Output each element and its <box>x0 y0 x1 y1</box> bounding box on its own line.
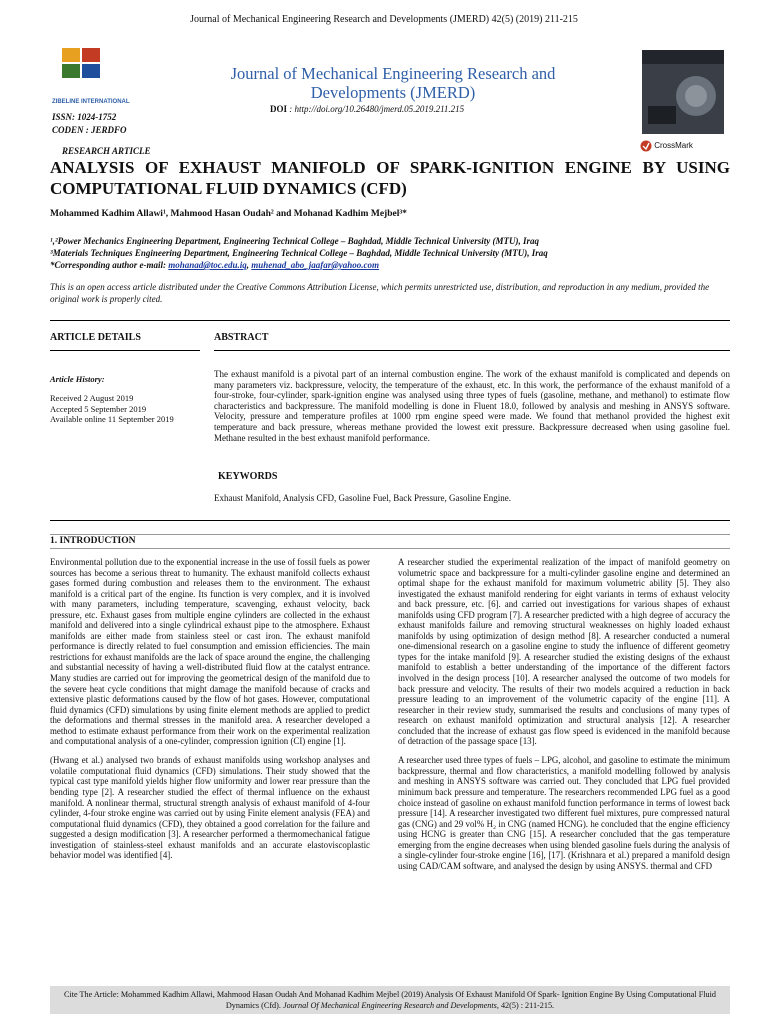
doi <box>270 104 464 114</box>
corresponding-prefix: *Corresponding author e-mail: <box>50 260 169 270</box>
keywords-heading: KEYWORDS <box>218 471 278 482</box>
issn: ISSN: 1024-1752 <box>52 112 117 122</box>
intro-paragraph: A researcher used three types of fuels – LPG, alcohol, and gasoline to estimate the minimum backpressure, thermal and flow characteristics, a manifold modelling followed by analysis and meshing in ANSYS software was carried out. They concluded that LPG fuel provided minimum back pressure and temperature. The researchers recommended LPG fuel as a good choice instead of gasoline on exhaust manifold function performance in terms of lowest back pressure [14]. A researcher investigated two different fuel mixtures, pure compressed natural gas (CNG) and 29 vol% H₂ in CNG (named HCNG). he concluded that the engine efficiency using HCNG is greater than CNG [15]. A researcher concluded that the gas temperature emerging from the engine decreases when using blended gasoline fuels during the analysis of a single-cylinder four-stroke engine [16], [17]. (Krishnara et al.) prepared a manifold design using CAD/CAM software, and analysed the design by using ANSYS. thermal and CFD <box>398 755 730 871</box>
keywords-text: Exhaust Manifold, Analysis CFD, Gasoline Fuel, Back Pressure, Gasoline Engine. <box>214 493 511 503</box>
citation-journal: Journal Of Mechanical Engineering Research and Developments <box>282 1001 497 1010</box>
intro-paragraph: A researcher studied the experimental realization of the impact of manifold geometry on volumetric space and backpressure for a multi-cylinder gasoline engine and determined an optimal shape for the exhaust manifold for maximum volumetric ability [5]. They also investigated the exhaust manifold rendering for eight variants in terms of exhaust velocity and back pressure, etc. [6]. and carried out investigations for various shapes of exhaust manifolds using CFD program [7]. A researcher predicted with a high degree of accuracy the exhaust manifolds failure and removing structural weaknesses on highly loaded exhaust manifolds by using optimization of design method [8]. A researcher conducted a numeral one-dimensional research on a gasoline engine to study the influence of different geometry types for the intake manifold [9]. A researcher studied the existing designs of the exhaust manifold to establish a better understanding of the importance of the different factors involved in the design process [10]. A researcher analysed the outcome of two models for back pressure and velocity. The results of their two models acquired a reduction in back pressure leading to an improvement of the volumetric capacity of the engine [11]. A researcher in their review study, summarised the results and conclusions of many types of research on exhaust manifold optimization and structural analysis [12]. A researcher concluded that the increase of exhaust gas flow speed is evidenced in the manifold because of detraction of the passage space [13]. <box>398 557 730 747</box>
article-details-heading: ARTICLE DETAILS <box>50 332 141 343</box>
abstract-text: The exhaust manifold is a pivotal part of an internal combustion engine. The work of the exhaust manifold is complicated and depends on many parameters viz. backpressure, velocity, the temperature of the exhaust, etc. In this work, the performance of the exhaust manifold of a four-stroke, four-cylinder, spark-ignition engine was analysed using three types of fuels (gasoline, methane, and methanol) to estimate flow characteristics and backpressure. The manifold modelling is done in Fluent 18.0, followed by analysis and meshing in ANSYS software. Velocity, pressure and temperature profiles at 1000 rpm engine speed were made. We found that methanol provided the highest exit temperature and back pressure, whereas methane provided the lowest exit pressure. Backpressure decreased when using gasoline fuel. Methane resulted in the best exhaust manifold performance. <box>214 369 730 443</box>
journal-title: Journal of Mechanical Engineering Research and Developments (JMERD) <box>230 64 556 102</box>
affiliation-1: ¹,²Power Mechanics Engineering Department, Engineering Technical College – Baghdad, Middle Technical University (MTU), Iraq <box>50 236 539 246</box>
doi-link[interactable]: : http://doi.org/10.26480/jmerd.05.2019.211.215 <box>289 104 465 114</box>
abstract-heading: ABSTRACT <box>214 332 269 343</box>
crossmark-icon <box>640 140 652 152</box>
article-title: ANALYSIS OF EXHAUST MANIFOLD OF SPARK-IGNITION ENGINE BY USING COMPUTATIONAL FLUID DYNAMICS (CFD) <box>50 158 730 198</box>
intro-heading: 1. INTRODUCTION <box>50 536 136 546</box>
journal-cover-image <box>642 50 724 134</box>
coden: CODEN : JERDFO <box>52 125 127 135</box>
divider-bottom <box>50 520 730 521</box>
intro-paragraph: Environmental pollution due to the exponential increase in the use of fossil fuels as power sources has become a serious threat to humanity. The exhaust manifold collects exhaust gases formed during combustion and releases them to the environment. The exhaust manifold is a critical part of the engine. Its function is very complex, and it is involved with many parameters, including temperature, scavenging, exhaust velocity, back pressure, etc. Exhaust gases from multiple engine cylinders are collected in the exhaust manifold and delivered into a single cylindrical exhaust pipe to the atmosphere. Exhaust manifolds are either made from stainless steel or cast iron. The exhaust manifold performance is directly related to fuel consumption and emission efficiencies. The main restrictions for exhaust manifolds are the lack of space around the engine, the challenging and substantial necessity of having a well-distributed fluid flow at the catalyst entrance. Many studies are carried out for improving the geometrical design of the manifold due to the severe heat cycle conditions that might damage the manifold because of cracks and extensive plastic deformations caused by the flow of hot gases. However, computational fluid dynamics (CFD) simulations by using finite element methods are applied to predict the deformations and thermal stresses in the manifold area. A researcher developed a method to estimate exhaust performance from their work on the experimental realization and computational analysis of a one-cylinder, compression ignition (CI) engine [1]. <box>50 557 370 747</box>
intro-right-column <box>398 557 730 880</box>
citation-text: Cite The Article: Mohammed Kadhim Allawi, Mahmood Hasan Oudah And Mohanad Kadhim Mejbel (2019) Analysis Of Exhaust Manifold Of Spark- Ignition Engine By Using Computational Fluid Dynamics (Cfd). <box>63 990 717 1010</box>
article-type: RESEARCH ARTICLE <box>62 146 151 156</box>
accepted-date: Accepted 5 September 2019 <box>50 403 147 414</box>
intro-rule-top <box>50 534 730 535</box>
affiliations <box>50 235 548 271</box>
citation-tail: , 42(5) : 211-215. <box>496 1001 555 1010</box>
affiliation-2: ³Materials Techniques Engineering Department, Engineering Technical College – Baghdad, Middle Technical University (MTU), Iraq <box>50 248 548 258</box>
divider-details <box>50 350 200 351</box>
divider-abstract <box>214 350 730 351</box>
intro-paragraph: (Hwang et al.) analysed two brands of exhaust manifolds using workshop analyses and volatile computational fluid dynamics (CFD) simulations. Their study showed that the typical cast type manifold yields higher flow uniformity and lower rear pressure than the bending type [2]. A researcher studied the effect of thermal influence on the exhaust manifold. A nonlinear thermal, structural strength analysis of exhaust manifold of 4-four cylinder, 4-four stroke engine was carried out by using Finite element analysis (FEA) and computational fluid dynamics (CFD), they obtained a good correlation for the failure and suggested a design modification [3]. A researcher performed a thermomechanical fatigue investigation of stainless-steel exhaust manifolds and an accurate elastoviscoplastic behavior model was identified [4]. <box>50 755 370 861</box>
email-link-2[interactable]: muhenad_abo_jaafar@yahoo.com <box>251 260 380 270</box>
email-link-1[interactable]: mohanad@toc.edu.iq <box>168 260 247 270</box>
article-history <box>50 393 174 425</box>
received-date: Received 2 August 2019 <box>50 393 134 403</box>
citation-footer <box>50 986 730 1014</box>
logo-text: ZIBELINE INTERNATIONAL <box>52 99 130 105</box>
publisher-logo <box>52 44 124 106</box>
intro-rule-bottom <box>50 548 730 549</box>
online-date: Available online 11 September 2019 <box>50 414 174 424</box>
intro-left-column <box>50 557 370 869</box>
corresponding-author <box>50 259 548 271</box>
license-note: This is an open access article distributed under the Creative Commons Attribution License, which permits unrestricted use, distribution, and reproduction in any medium, provided the original work is properly cited. <box>50 282 710 304</box>
crossmark-label: CrossMark <box>654 141 693 151</box>
email-separator: , <box>246 260 252 270</box>
authors: Mohammed Kadhim Allawi¹, Mahmood Hasan Oudah² and Mohanad Kadhim Mejbel³* <box>50 209 407 219</box>
divider-top <box>50 320 730 321</box>
crossmark-badge[interactable] <box>640 140 720 154</box>
history-heading: Article History: <box>50 374 105 384</box>
doi-label: DOI <box>270 104 288 114</box>
running-header: Journal of Mechanical Engineering Research and Developments (JMERD) 42(5) (2019) 211-215 <box>190 14 578 25</box>
